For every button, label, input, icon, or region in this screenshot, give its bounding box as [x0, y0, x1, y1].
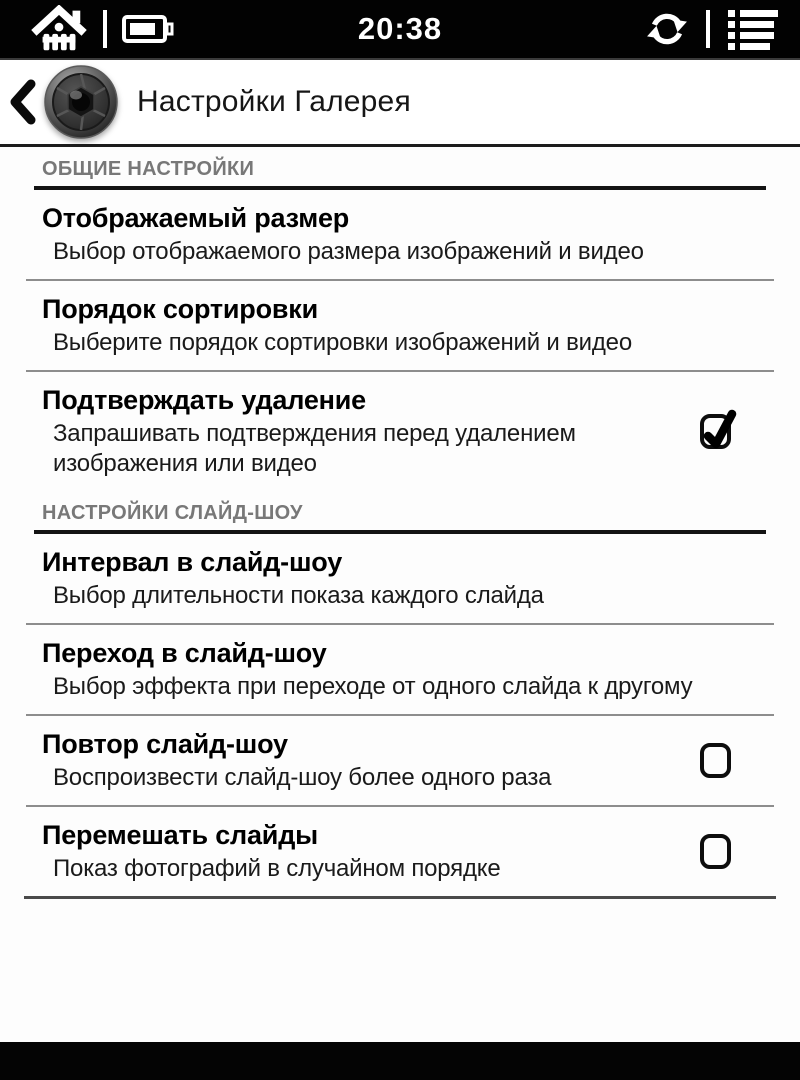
empty-space — [0, 899, 800, 1042]
bottom-bar — [0, 1042, 800, 1080]
setting-subtitle: Воспроизвести слайд-шоу более одного раза — [53, 764, 552, 791]
setting-title: Порядок сортировки — [42, 294, 318, 324]
section-label-slideshow: НАСТРОЙКИ СЛАЙД-ШОУ — [42, 502, 303, 524]
setting-shuffle-slides[interactable] — [0, 807, 800, 896]
setting-slideshow-repeat[interactable] — [0, 716, 800, 805]
clock: 20:38 — [357, 11, 443, 46]
header — [0, 60, 800, 147]
setting-title: Перемешать слайды — [42, 820, 318, 850]
page-title: Настройки Галерея — [137, 85, 411, 118]
back-button[interactable] — [8, 79, 36, 125]
shuffle-slides-checkbox[interactable] — [700, 834, 731, 869]
setting-title: Интервал в слайд-шоу — [42, 547, 343, 577]
repeat-slideshow-checkbox[interactable] — [700, 743, 731, 778]
setting-subtitle: Выбор отображаемого размера изображений и видео — [53, 238, 644, 265]
setting-slideshow-interval[interactable] — [0, 534, 800, 623]
setting-title: Повтор слайд-шоу — [42, 729, 288, 759]
gallery-camera-icon — [42, 63, 120, 141]
setting-title: Переход в слайд-шоу — [42, 638, 327, 668]
setting-title: Отображаемый размер — [42, 203, 350, 233]
setting-slideshow-transition[interactable] — [0, 625, 800, 714]
setting-subtitle: Выбор эффекта при переходе от одного слайда к другому — [53, 673, 693, 700]
settings-list — [0, 147, 800, 1042]
setting-confirm-delete[interactable] — [0, 372, 800, 491]
setting-subtitle: Показ фотографий в случайном порядке — [53, 855, 501, 882]
setting-subtitle: Выбор длительности показа каждого слайда — [53, 582, 544, 609]
setting-title: Подтверждать удаление — [42, 385, 366, 415]
confirm-delete-checkbox[interactable] — [700, 414, 731, 449]
status-bar — [0, 0, 800, 60]
setting-subtitle: Запрашивать подтверждения перед удалением изображения или видео — [53, 420, 576, 477]
section-label-general: ОБЩИЕ НАСТРОЙКИ — [42, 158, 255, 180]
back-chevron-icon — [8, 79, 36, 125]
setting-display-size[interactable] — [0, 190, 800, 279]
setting-subtitle: Выберите порядок сортировки изображений и видео — [53, 329, 632, 356]
setting-sort-order[interactable] — [0, 281, 800, 370]
